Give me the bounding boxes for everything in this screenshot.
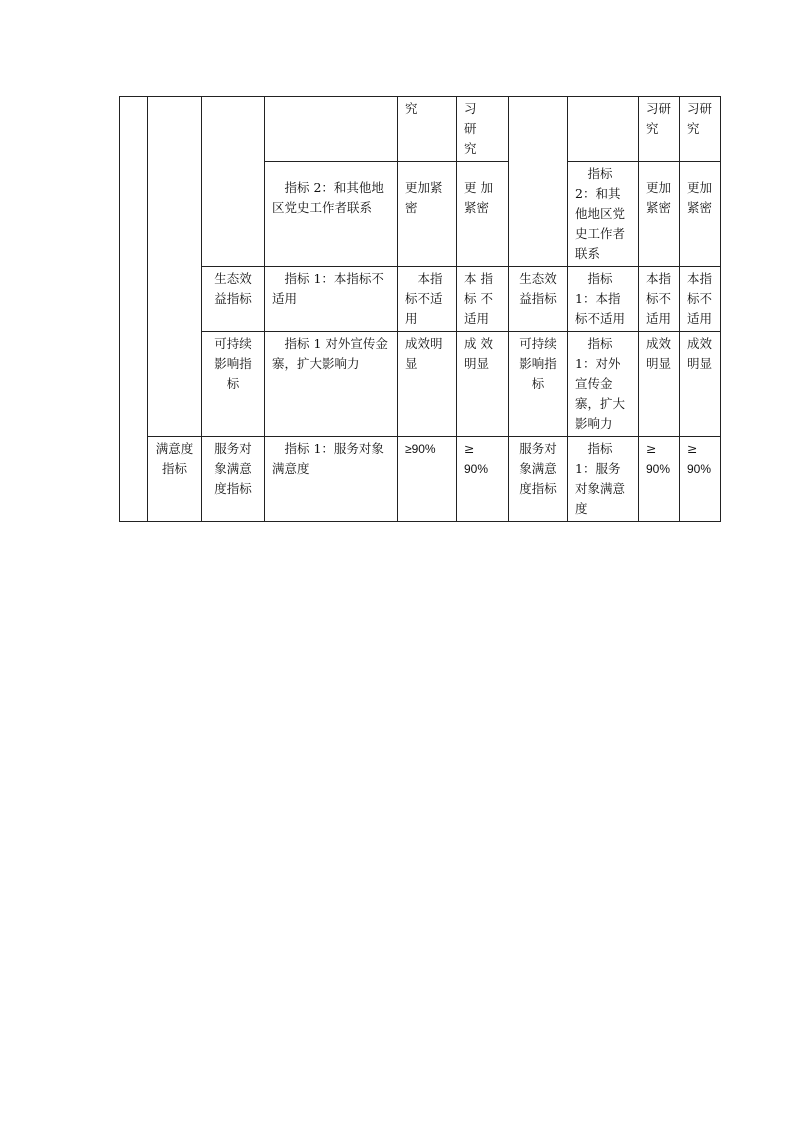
indicator-description-cell-right: 指标 1：对外宣传金寨，扩大影响力 — [568, 332, 639, 437]
actual-value-cell: 成 效 明显 — [457, 332, 509, 437]
gte-symbol: ≥ — [464, 441, 475, 456]
target-value-cell: 更加紧密 — [398, 162, 457, 267]
actual-value-cell: 本 指 标 不 适用 — [457, 267, 509, 332]
secondary-indicator-cell: 可持续影响指标 — [202, 332, 265, 437]
target-value-cell: 本指标不适用 — [398, 267, 457, 332]
actual-value-cell-right: 更加紧密 — [680, 162, 721, 267]
indicator-description-cell: 指标 1：本指标不适用 — [265, 267, 398, 332]
actual-value-text: 90% — [464, 462, 489, 476]
secondary-indicator-cell: 服务对象满意度指标 — [202, 437, 265, 522]
actual-value-cell-right: 习研究 — [680, 97, 721, 162]
indicator-description-cell-right: 指标 1：服务对象满意度 — [568, 437, 639, 522]
table-row — [120, 437, 721, 522]
indicator-description-cell: 指标 1 对外宣传金寨，扩大影响力 — [265, 332, 398, 437]
table-row — [120, 267, 721, 332]
target-value-cell-right: 本指标不适用 — [639, 267, 680, 332]
indicator-description-cell-right: 指标 2：和其他地区党史工作者联系 — [568, 162, 639, 267]
secondary-indicator-cell — [202, 97, 265, 267]
secondary-indicator-cell-right: 生态效益指标 — [509, 267, 568, 332]
table-row — [120, 97, 721, 162]
target-value-cell-right — [639, 437, 680, 522]
secondary-indicator-cell-right: 服务对象满意度指标 — [509, 437, 568, 522]
secondary-indicator-cell-right: 可持续影响指标 — [509, 332, 568, 437]
performance-indicator-table — [119, 96, 721, 522]
actual-value-cell-right: 成效明显 — [680, 332, 721, 437]
indicator-description-cell-right — [568, 97, 639, 162]
secondary-indicator-cell: 生态效益指标 — [202, 267, 265, 332]
indicator-description-cell-right: 指标 1：本指标不适用 — [568, 267, 639, 332]
actual-value-cell-right: 本指标不适用 — [680, 267, 721, 332]
target-value-cell-right: 成效明显 — [639, 332, 680, 437]
primary-indicator-cell — [148, 97, 202, 437]
actual-value-cell: 习 研 究 — [457, 97, 509, 162]
target-value-cell-right: 更加紧密 — [639, 162, 680, 267]
actual-value-cell: 更 加 紧密 — [457, 162, 509, 267]
target-value-text: ≥90% — [405, 442, 436, 456]
gte-symbol: ≥ — [646, 441, 657, 456]
actual-value-cell — [457, 437, 509, 522]
target-value-cell-right: 习研究 — [639, 97, 680, 162]
actual-value-text: 90% — [687, 462, 712, 476]
target-value-cell: 究 — [398, 97, 457, 162]
secondary-indicator-cell-right — [509, 97, 568, 267]
indicator-description-cell — [265, 97, 398, 162]
table-row — [120, 332, 721, 437]
outer-category-cell — [120, 97, 148, 522]
indicator-description-cell: 指标 1：服务对象满意度 — [265, 437, 398, 522]
primary-indicator-cell: 满意度指标 — [148, 437, 202, 522]
target-value-cell — [398, 437, 457, 522]
target-value-text: 90% — [646, 462, 671, 476]
actual-value-cell-right — [680, 437, 721, 522]
gte-symbol: ≥ — [687, 441, 698, 456]
target-value-cell: 成效明显 — [398, 332, 457, 437]
indicator-description-cell: 指标 2：和其他地区党史工作者联系 — [265, 162, 398, 267]
